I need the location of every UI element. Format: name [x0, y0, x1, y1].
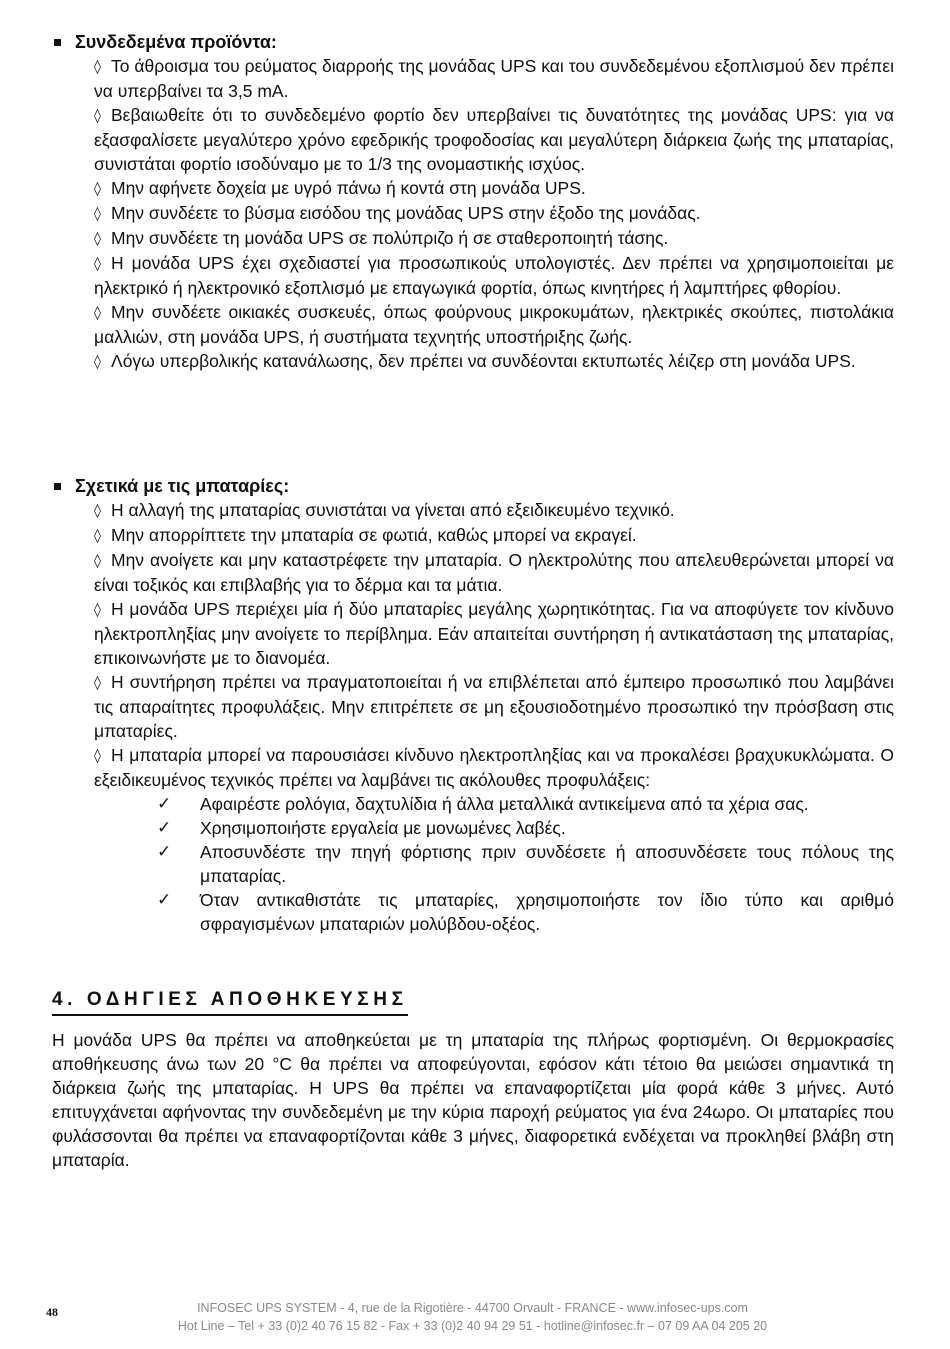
check-mark-icon: ✓	[157, 794, 172, 814]
precaution-item: ✓ Όταν αντικαθιστάτε τις μπαταρίες, χρησιμοποιήστε τον ίδιο τύπο και αριθμό σφραγισμένων μπαταριών μολύβδου-οξέος.	[157, 890, 894, 934]
check-mark-icon: ✓	[157, 842, 172, 862]
diamond-bullet-icon: ◊	[94, 528, 101, 544]
footer	[100, 1299, 845, 1335]
diamond-bullet-icon: ◊	[94, 354, 101, 370]
list-item: ◊ Η μπαταρία μπορεί να παρουσιάσει κίνδυνο ηλεκτροπληξίας και να προκαλέσει βραχυκυκλώματα. Ο εξειδικευμένος τεχνικός πρέπει να λαμβάνει τις ακόλουθες προφυλάξεις:	[94, 745, 894, 790]
footer-address: INFOSEC UPS SYSTEM - 4, rue de la Rigotière - 44700 Orvault - FRANCE - www.infosec-ups.com	[197, 1301, 748, 1315]
diamond-bullet-icon: ◊	[94, 305, 101, 321]
diamond-bullet-icon: ◊	[94, 602, 101, 618]
diamond-bullet-icon: ◊	[94, 503, 101, 519]
check-mark-icon: ✓	[157, 890, 172, 910]
diamond-bullet-icon: ◊	[94, 553, 101, 569]
list-item: ◊ Η συντήρηση πρέπει να πραγματοποιείται ή να επιβλέπεται από έμπειρο προσωπικό που λαμβάνει τις απαραίτητες προφυλάξεις. Μην επιτρέπετε σε μη εξουσιοδοτημένο προσωπικό την πρόσβαση στις μπαταρίες.	[94, 672, 894, 741]
page-number: 48	[46, 1305, 58, 1319]
list-item: ◊ Μην απορρίπτετε την μπαταρία σε φωτιά, καθώς μπορεί να εκραγεί.	[94, 523, 894, 548]
connected-products-heading-row	[52, 30, 894, 54]
list-item: ◊ Λόγω υπερβολικής κατανάλωσης, δεν πρέπει να συνδέονται εκτυπωτές λέιζερ στη μονάδα UPS.	[94, 349, 894, 374]
diamond-bullet-icon: ◊	[94, 256, 101, 272]
batteries-list	[94, 498, 894, 792]
square-bullet-icon	[54, 39, 61, 46]
diamond-bullet-icon: ◊	[94, 206, 101, 222]
list-item: ◊ Μην συνδέετε οικιακές συσκευές, όπως φούρνους μικροκυμάτων, ηλεκτρικές σκούπες, πιστολάκια μαλλιών, στη μονάδα UPS, ή συστήματα τεχνητής υποστήριξης ζωής.	[94, 302, 894, 347]
diamond-bullet-icon: ◊	[94, 675, 101, 691]
precaution-item: ✓ Χρησιμοποιήστε εργαλεία με μονωμένες λαβές.	[157, 818, 566, 838]
storage-heading: 4. ΟΔΗΓΙΕΣ ΑΠΟΘΗΚΕΥΣΗΣ	[52, 988, 408, 1016]
diamond-bullet-icon: ◊	[94, 59, 101, 75]
precaution-item: ✓ Αφαιρέστε ρολόγια, δαχτυλίδια ή άλλα μεταλλικά αντικείμενα από τα χέρια σας.	[157, 794, 809, 814]
diamond-bullet-icon: ◊	[94, 108, 101, 124]
connected-products-list	[94, 54, 894, 374]
batteries-heading: Σχετικά με τις μπαταρίες:	[75, 476, 290, 496]
list-item: ◊ Μην συνδέετε τη μονάδα UPS σε πολύπριζο ή σε σταθεροποιητή τάσης.	[94, 226, 894, 251]
list-item: ◊ Η μονάδα UPS περιέχει μία ή δύο μπαταρίες μεγάλης χωρητικότητας. Για να αποφύγετε τον κίνδυνο ηλεκτροπληξίας μην ανοίγετε το περίβλημα. Εάν απαιτείται συντήρηση ή αντικατάσταση της μπαταρίας, επικοινωνήστε με το διανομέα.	[94, 599, 894, 668]
connected-products-section	[52, 30, 894, 374]
storage-body: Η μονάδα UPS θα πρέπει να αποθηκεύεται με τη μπαταρία της πλήρως φορτισμένη. Οι θερμοκρασίες αποθήκευσης άνω των 20 °C θα πρέπει να αποφεύγονται, εφόσον κάτι τέτοιο θα μειώσει σημαντικά τη διάρκεια ζωής της μπαταρίας. Η UPS θα πρέπει να επαναφορτίζεται μία φορά κάθε 3 μήνες. Αυτό επιτυγχάνεται αφήνοντας την συνδεδεμένη με την κύρια παροχή ρεύματος για ένα 24ωρο. Οι μπαταρίες που φυλάσσονται θα πρέπει να επαναφορτίζονται κάθε 3 μήνες, διαφορετικά ενδέχεται να προκληθεί βλάβη στη μπαταρία.	[52, 1030, 894, 1170]
square-bullet-icon	[54, 483, 61, 490]
connected-products-heading: Συνδεδεμένα προϊόντα:	[75, 32, 277, 52]
list-item: ◊ Μην αφήνετε δοχεία με υγρό πάνω ή κοντά στη μονάδα UPS.	[94, 176, 894, 201]
diamond-bullet-icon: ◊	[94, 231, 101, 247]
diamond-bullet-icon: ◊	[94, 181, 101, 197]
list-item: ◊ Το άθροισμα του ρεύματος διαρροής της μονάδας UPS και του συνδεδεμένου εξοπλισμού δεν πρέπει να υπερβαίνει τα 3,5 mA.	[94, 56, 894, 101]
list-item: ◊ Μην συνδέετε το βύσμα εισόδου της μονάδας UPS στην έξοδο της μονάδας.	[94, 201, 894, 226]
precautions-list	[157, 792, 894, 936]
list-item: ◊ Μην ανοίγετε και μην καταστρέφετε την μπαταρία. Ο ηλεκτρολύτης που απελευθερώνεται μπορεί να είναι τοξικός και επιβλαβής για το δέρμα και τα μάτια.	[94, 550, 894, 595]
precaution-item: ✓ Αποσυνδέστε την πηγή φόρτισης πριν συνδέσετε ή αποσυνδέσετε τους πόλους της μπαταρίας.	[157, 842, 894, 886]
list-item: ◊ Η μονάδα UPS έχει σχεδιαστεί για προσωπικούς υπολογιστές. Δεν πρέπει να χρησιμοποιείται με ηλεκτρικό ή ηλεκτρονικό εξοπλισμό με επαγωγικά φορτία, όπως κινητήρες ή λαμπτήρες φθορίου.	[94, 253, 894, 298]
check-mark-icon: ✓	[157, 818, 172, 838]
batteries-heading-row	[52, 474, 894, 498]
list-item: ◊ Βεβαιωθείτε ότι το συνδεδεμένο φορτίο δεν υπερβαίνει τις δυνατότητες της μονάδας UPS: για να εξασφαλίσετε μεγαλύτερο χρόνο εφεδρικής τροφοδοσίας και μεγαλύτερη διάρκεια ζωής της μπαταρίας, συνιστάται φορτίο ισοδύναμο με το 1/3 της ονομαστικής ισχύος.	[94, 105, 894, 174]
footer-hotline: Hot Line – Tel + 33 (0)2 40 76 15 82 - Fax + 33 (0)2 40 94 29 51 - hotline@infosec.fr – 07 09 AA 04 205 20	[177, 1319, 768, 1333]
batteries-section	[52, 474, 894, 936]
diamond-bullet-icon: ◊	[94, 748, 101, 764]
list-item: ◊ Η αλλαγή της μπαταρίας συνιστάται να γίνεται από εξειδικευμένο τεχνικό.	[94, 498, 894, 523]
